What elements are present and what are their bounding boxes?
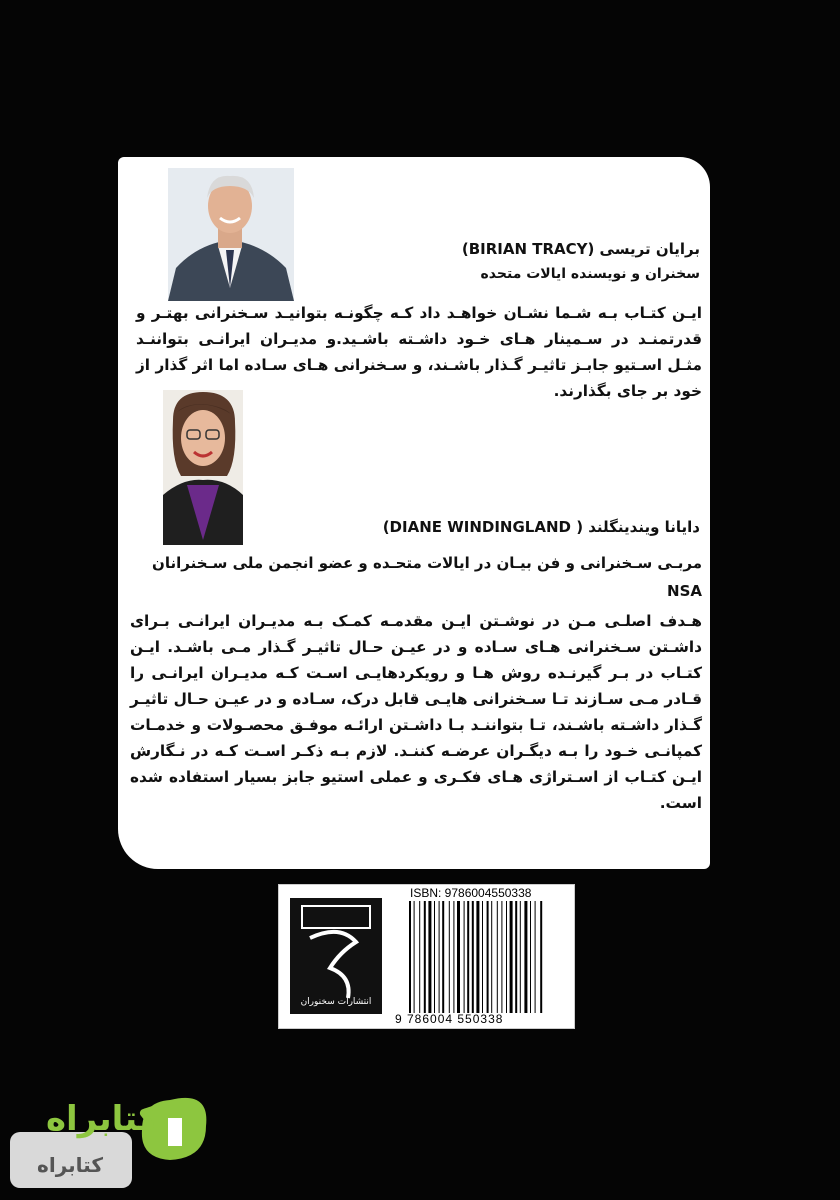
isbn-label: ISBN: 9786004550338: [410, 886, 532, 900]
author1-photo: [168, 168, 294, 301]
author2-paragraph: هـدف اصلـی مـن در نوشـتن ایـن مقدمـه کمـک بـه مدیـران ایرانـی بـرای داشـتن سـخنرانی هـای سـاده و در عیـن حـال تاثیـر گـذار مـی باشـد. ایـن کتـاب در بـر گیرنـده روش هـا و رویکردهایـی اسـت کـه مدیـران ایرانـی را قـادر مـی سـازند تـا سـخنرانی هایـی قابل درک، سـاده و در عیـن حـال تاثیـر گـذار داشـته باشـند، تـا بتواننـد بـا داشـتن ارائـه موفـق محصـولات و خدمـات کمپانـی خـود را بـه دیگـران عرضـه کننـد. لازم بـه ذکـر اسـت کـه در نـگارش ایـن کتـاب از اسـتراژی هـای فکـری و عملی استیو جابز بسیار استفاده شده است.: [130, 612, 702, 812]
barcode-bar: [424, 901, 426, 1013]
barcode-bars: [407, 901, 567, 1013]
barcode-bar: [467, 901, 469, 1013]
barcode-bar: [464, 901, 465, 1013]
author2-photo: [163, 390, 243, 545]
watermark-text-large: کتابراه: [45, 1099, 159, 1139]
barcode-bar: [442, 901, 444, 1013]
isbn-digits: 9 786004 550338: [395, 1012, 504, 1026]
barcode-bar: [439, 901, 440, 1013]
publisher-logo-text: انتشارات سخنوران: [300, 997, 372, 1007]
barcode-bar: [482, 901, 483, 1013]
barcode-bar: [419, 901, 420, 1013]
barcode-bar: [501, 901, 502, 1013]
barcode-bar: [515, 901, 517, 1013]
author1-name: برایان تریسی (BIRIAN TRACY): [461, 240, 700, 258]
watermark-text-small: کتابراه: [37, 1153, 103, 1177]
barcode-bar: [491, 901, 492, 1013]
barcode-bar: [453, 901, 454, 1013]
barcode-bar: [428, 901, 431, 1013]
barcode-bar: [409, 901, 411, 1013]
ketabrah-watermark: [10, 1080, 220, 1192]
barcode-bar: [472, 901, 474, 1013]
publisher-logo: [290, 898, 382, 1014]
barcode-bar: [434, 901, 435, 1013]
author2-role: مربـی سـخنرانی و فن بیـان در ایالات متحـده و عضو انجمن ملی سـخنرانان NSA: [152, 554, 702, 600]
author1-role: سخنران و نویسنده ایالات متحده: [480, 266, 700, 282]
barcode-bar: [476, 901, 479, 1013]
barcode-bar: [449, 901, 450, 1013]
barcode-bar: [530, 901, 531, 1013]
barcode-bar: [497, 901, 498, 1013]
barcode-bar: [520, 901, 521, 1013]
author1-paragraph: ایـن کتـاب بـه شـما نشـان خواهـد داد کـه چگونـه بتوانیـد سـخنرانی بهتـر و قدرتمنـد در سـمینار هـای خـود داشـته باشـید.و مدیـران ایرانـی بتواننـد مثـل اسـتیو جابـز تاثیـر گـذار باشـند، و سـخنرانی هـای سـاده اما اثر گذار از خود بر جای بگذارند.: [136, 304, 702, 400]
barcode-bar: [524, 901, 527, 1013]
author2-name: دایانا ویندینگلند ( DIANE WINDINGLAND): [382, 518, 700, 536]
barcode-bar: [540, 901, 542, 1013]
barcode-bar: [510, 901, 513, 1013]
barcode-bar: [457, 901, 460, 1013]
barcode-bar: [535, 901, 536, 1013]
barcode-bar: [506, 901, 507, 1013]
barcode-bar: [414, 901, 415, 1013]
barcode-bar: [487, 901, 489, 1013]
